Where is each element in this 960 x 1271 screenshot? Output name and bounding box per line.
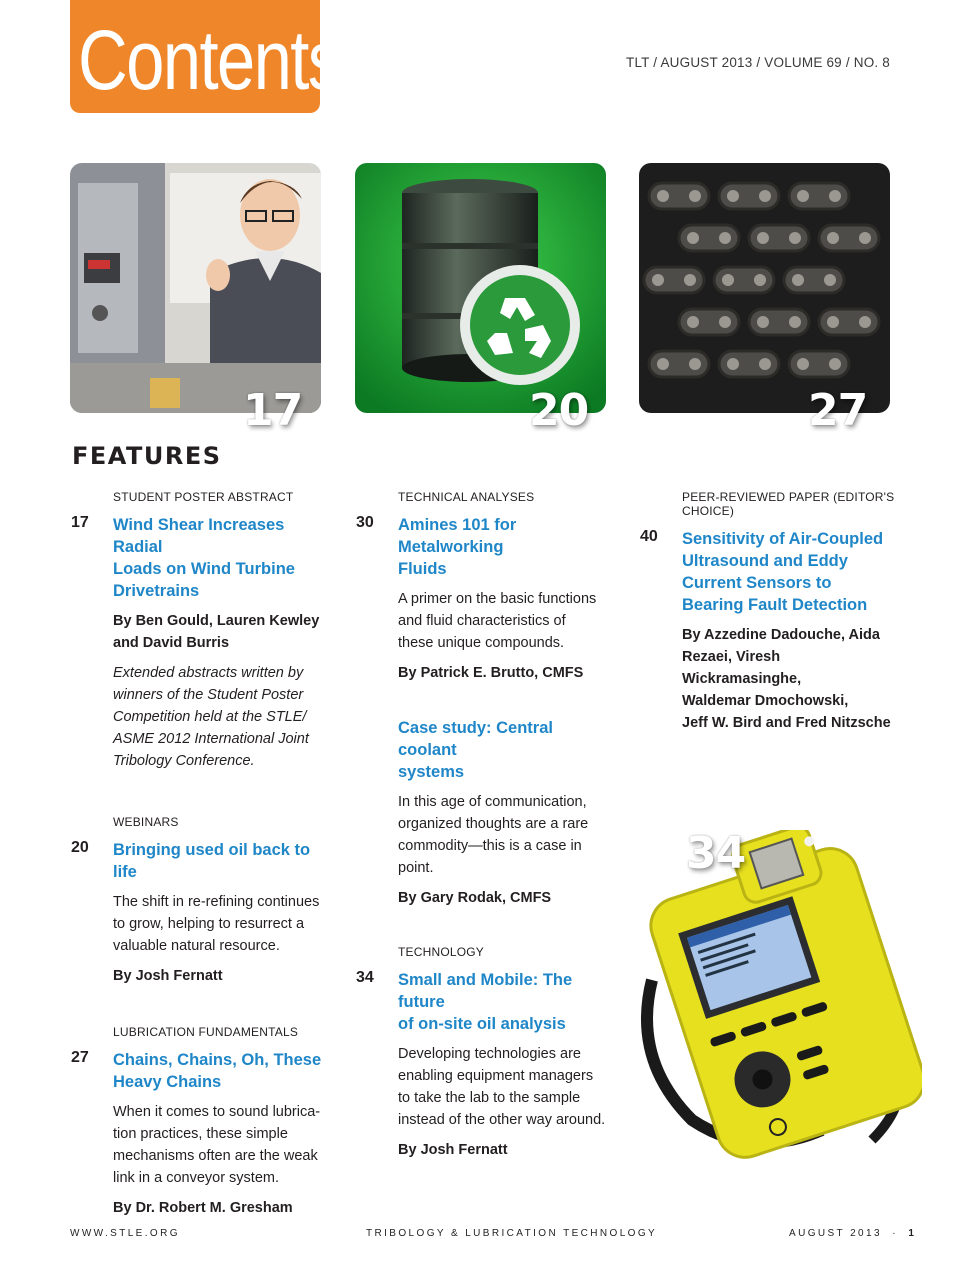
section-kicker: WEBINARS	[113, 815, 179, 829]
article-headline-line[interactable]: Bringing used oil back to life	[113, 841, 311, 881]
toc-section	[640, 490, 897, 734]
section-kicker: TECHNOLOGY	[398, 945, 485, 959]
deck-line: instead of the other way around.	[398, 1112, 606, 1128]
article-headline-line[interactable]: Case study: Central coolant	[398, 719, 553, 759]
issue-info: TLT / AUGUST 2013 / VOLUME 69 / NO. 8	[626, 55, 890, 70]
byline-line: Rezaei, Viresh Wickramasinghe,	[682, 649, 802, 687]
toc-entry	[71, 1049, 333, 1219]
deck-line: enabling equipment managers	[398, 1068, 594, 1084]
deck-line: A primer on the basic functions	[398, 591, 597, 607]
section-kicker: TECHNICAL ANALYSES	[398, 490, 535, 504]
article-byline: By Dr. Robert M. Gresham	[113, 1200, 293, 1216]
deck-line: Developing technologies are	[398, 1046, 581, 1062]
deck-line: When it comes to sound lubrica-	[113, 1104, 321, 1120]
photo-badge-27: 27	[808, 385, 868, 436]
footer-date	[789, 1228, 916, 1239]
deck-line: ASME 2012 International Joint	[113, 731, 309, 747]
article-headline-line[interactable]: Amines 101 for Metalworking	[398, 516, 517, 556]
deck-line: Tribology Conference.	[113, 753, 255, 769]
page-number: 17	[71, 514, 89, 531]
article-headline-line[interactable]: Current Sensors to	[682, 574, 832, 592]
page-number: 30	[356, 514, 374, 531]
article-headline-line[interactable]: Wind Shear Increases Radial	[113, 516, 285, 556]
page-number: 34	[356, 969, 374, 986]
article-headline-line[interactable]: Fluids	[398, 560, 447, 578]
deck-line: point.	[398, 860, 434, 876]
oil-drum-recycle-icon	[355, 163, 606, 413]
article-byline: By Gary Rodak, CMFS	[398, 890, 552, 906]
article-headline-line[interactable]: Sensitivity of Air-Coupled	[682, 530, 884, 548]
section-kicker: LUBRICATION FUNDAMENTALS	[113, 1025, 299, 1039]
footer-separator: ·	[887, 1228, 904, 1239]
byline-line: Waldemar Dmochowski,	[682, 693, 849, 709]
roller-chain-icon	[639, 163, 890, 413]
photo-badge-17: 17	[243, 385, 303, 436]
toc-section	[71, 815, 333, 987]
article-headline-line[interactable]: Bearing Fault Detection	[682, 596, 868, 614]
article-headline-line[interactable]: Ultrasound and Eddy	[682, 552, 848, 570]
deck-line: Competition held at the STLE/	[113, 709, 307, 725]
article-headline-line[interactable]: of on-site oil analysis	[398, 1015, 566, 1033]
deck-line: winners of the Student Poster	[113, 687, 304, 703]
article-headline-line[interactable]: Drivetrains	[113, 582, 200, 600]
article-deck	[113, 1101, 333, 1189]
byline-line: and David Burris	[113, 635, 230, 651]
deck-line: tion practices, these simple	[113, 1126, 288, 1142]
article-headline-line[interactable]: Heavy Chains	[113, 1073, 222, 1091]
page-title: Contents	[78, 13, 341, 107]
toc-entry	[71, 839, 333, 987]
toc-section	[71, 1025, 333, 1219]
photo-oil-analyzer[interactable]	[632, 830, 922, 1160]
article-deck	[398, 1043, 613, 1131]
toc-section	[398, 717, 613, 909]
byline-line: By Ben Gould, Lauren Kewley	[113, 613, 320, 629]
toc-entry	[398, 717, 613, 909]
toc-section	[71, 490, 333, 772]
deck-line: The shift in re-refining continues	[113, 894, 320, 910]
article-deck	[398, 588, 613, 654]
section-kicker: STUDENT POSTER ABSTRACT	[113, 490, 294, 504]
toc-entry	[71, 514, 333, 772]
handheld-analyzer-icon	[632, 830, 922, 1160]
deck-line: organized thoughts are a rare	[398, 816, 589, 832]
article-headline-line[interactable]: Chains, Chains, Oh, These	[113, 1051, 322, 1069]
page-number: 27	[71, 1049, 89, 1066]
deck-line: In this age of communication,	[398, 794, 587, 810]
deck-line: commodity—this is a case in	[398, 838, 582, 854]
deck-line: link in a conveyor system.	[113, 1170, 280, 1186]
column-3	[640, 490, 897, 734]
toc-section	[356, 945, 613, 1161]
photo-oil-drum[interactable]	[355, 163, 606, 413]
section-kicker: PEER-REVIEWED PAPER (EDITOR'S CHOICE)	[682, 490, 895, 518]
student-photo-icon	[70, 163, 321, 413]
byline-line: Jeff W. Bird and Fred Nitzsche	[682, 715, 891, 731]
article-byline: By Patrick E. Brutto, CMFS	[398, 665, 584, 681]
photo-student[interactable]	[70, 163, 321, 413]
toc-entry	[356, 969, 613, 1161]
photo-badge-34: 34	[686, 828, 746, 879]
column-1	[71, 490, 333, 1219]
article-headline-line[interactable]: systems	[398, 763, 465, 781]
deck-line: and fluid characteristics of	[398, 613, 566, 629]
deck-line: Extended abstracts written by	[113, 665, 304, 681]
deck-line: these unique compounds.	[398, 635, 565, 651]
page-number: 40	[640, 528, 658, 545]
article-deck	[398, 791, 613, 879]
article-deck	[113, 891, 333, 957]
deck-line: to grow, helping to resurrect a	[113, 916, 305, 932]
byline-line: By Azzedine Dadouche, Aida	[682, 627, 880, 643]
footer-website[interactable]: WWW.STLE.ORG	[70, 1228, 180, 1239]
deck-line: to take the lab to the sample	[398, 1090, 581, 1106]
footer-date-text: AUGUST 2013	[789, 1228, 882, 1239]
article-byline	[113, 610, 333, 654]
article-byline	[682, 624, 897, 734]
footer-publication: TRIBOLOGY & LUBRICATION TECHNOLOGY	[366, 1228, 658, 1239]
page-number: 20	[71, 839, 89, 856]
photo-badge-20: 20	[529, 385, 589, 436]
contents-header-tab	[70, 0, 341, 113]
footer-page-number: 1	[908, 1228, 917, 1239]
column-2	[356, 490, 613, 1161]
article-headline-line[interactable]: Loads on Wind Turbine	[113, 560, 295, 578]
article-byline: By Josh Fernatt	[398, 1142, 508, 1158]
article-headline-line[interactable]: Small and Mobile: The future	[398, 971, 573, 1011]
deck-line: valuable natural resource.	[113, 938, 280, 954]
photo-roller-chain[interactable]	[639, 163, 890, 413]
deck-line: mechanisms often are the weak	[113, 1148, 318, 1164]
article-byline: By Josh Fernatt	[113, 968, 223, 984]
toc-entry	[640, 528, 897, 734]
article-deck	[113, 662, 333, 772]
features-heading: FEATURES	[72, 442, 222, 470]
toc-entry	[356, 514, 613, 684]
toc-section	[356, 490, 613, 684]
